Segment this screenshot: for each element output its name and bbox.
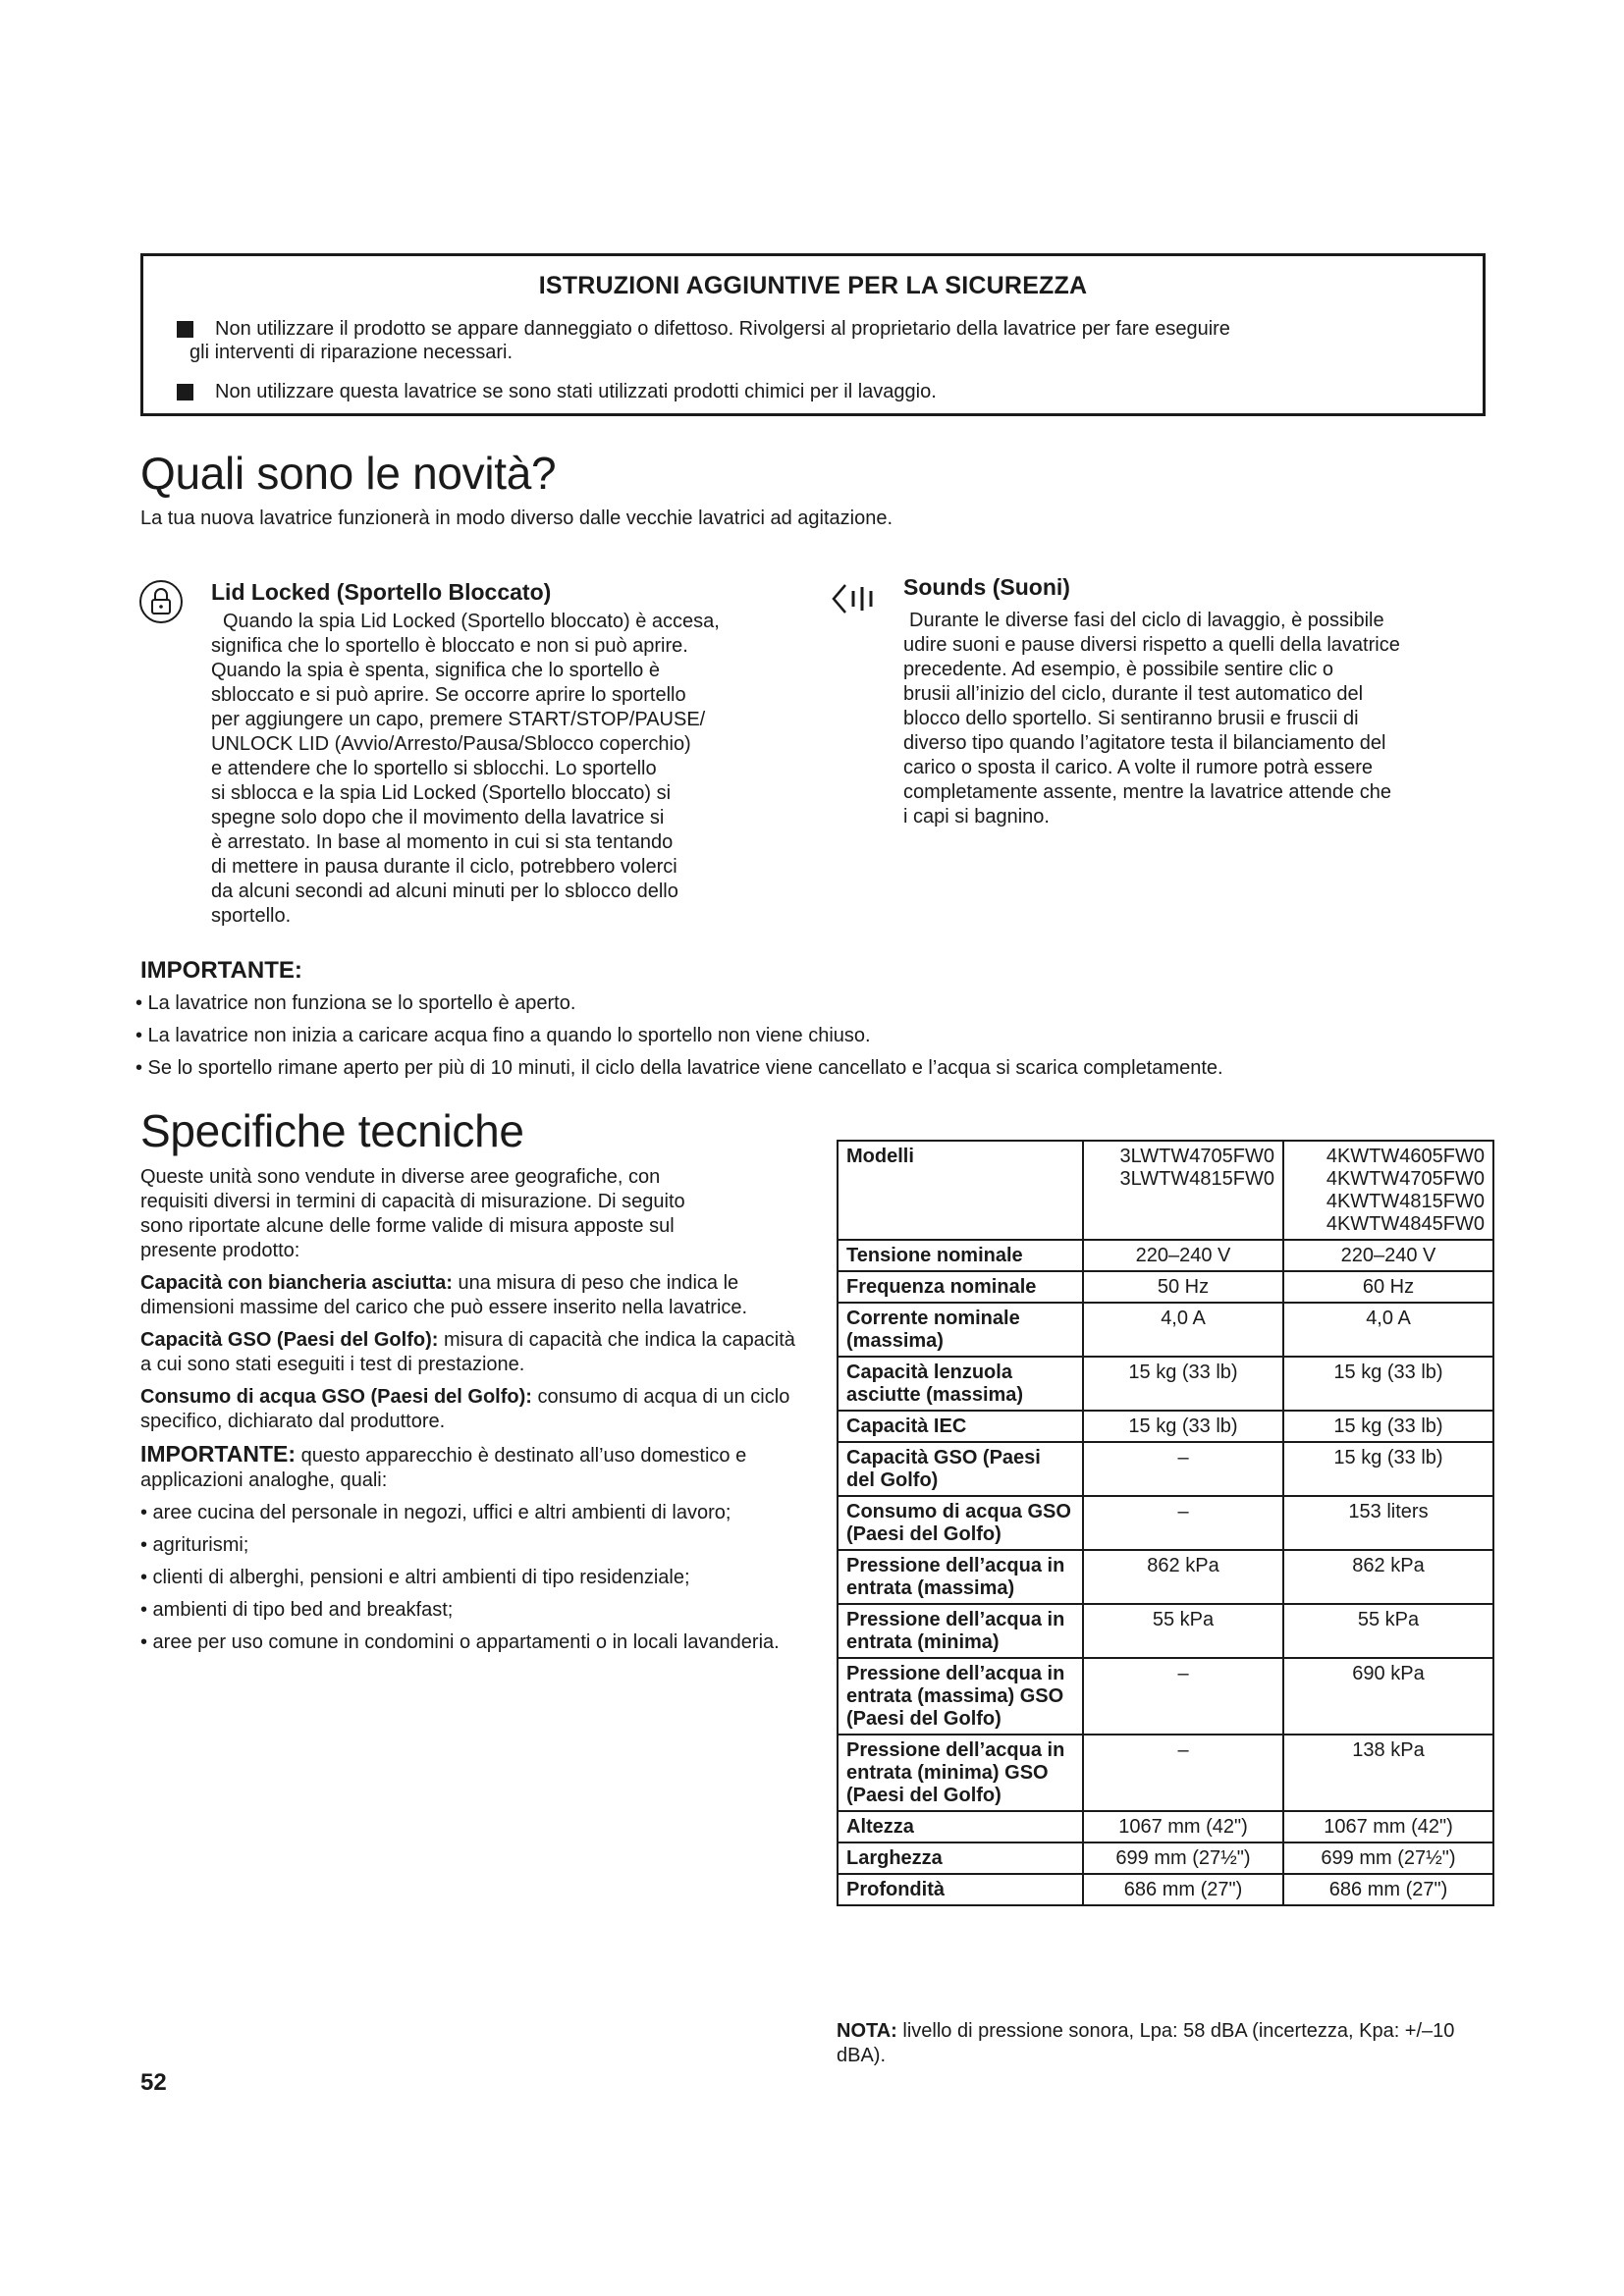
important-list (135, 991, 1490, 1089)
lid-line: per aggiungere un capo, premere START/STOP/PAUSE/ (211, 709, 706, 730)
table-row (838, 1141, 1493, 1240)
note (837, 2019, 1492, 2068)
specs-important (140, 1442, 800, 1493)
spec-label: Corrente nominale (massima) (846, 1308, 1020, 1352)
models-a-cell (1083, 1141, 1283, 1240)
spec-value-a: 55 kPa (1083, 1604, 1283, 1658)
lid-line: sbloccato e si può aprire. Se occorre aprire lo sportello (211, 684, 686, 706)
sound-icon (830, 579, 885, 618)
lid-line: Quando la spia è spenta, significa che lo sportello è (211, 660, 660, 681)
spec-label: Larghezza (846, 1847, 943, 1869)
spec-value-a: – (1083, 1735, 1283, 1811)
spec-label: Consumo di acqua GSO (Paesi del Golfo) (846, 1501, 1071, 1545)
spec-value-a: 862 kPa (1083, 1550, 1283, 1604)
sounds-line: blocco dello sportello. Si sentiranno brusii e fruscii di (903, 708, 1359, 729)
table-row (838, 1811, 1493, 1842)
spec-label-cell (838, 1442, 1083, 1496)
safety-bullet-1-line-2: gli interventi di riparazione necessari. (189, 342, 514, 363)
table-row (838, 1357, 1493, 1411)
spec-value-a: 1067 mm (42") (1083, 1811, 1283, 1842)
spec-label: Frequenza nominale (846, 1276, 1037, 1298)
sounds-line: i capi si bagnino. (903, 806, 1050, 828)
table-row (838, 1271, 1493, 1303)
spec-value-b: 60 Hz (1283, 1271, 1493, 1303)
model-b: 4KWTW4605FW0 (1326, 1146, 1485, 1167)
specs-important-text: questo apparecchio è destinato all’uso domestico e applicazioni analoghe, quali: (140, 1445, 747, 1491)
dry-capacity-def (140, 1271, 800, 1320)
specs-important-label: IMPORTANTE: (140, 1441, 297, 1467)
safety-bullet-1-line-1: Non utilizzare il prodotto se appare danneggiato o difettoso. Rivolgersi al proprietario della lavatrice per fare eseguire (215, 318, 1230, 340)
spec-value-b: 220–240 V (1283, 1240, 1493, 1271)
spec-label-cell (838, 1496, 1083, 1550)
safety-bullet-1 (177, 317, 1453, 364)
lid-line: è arrestato. In base al momento in cui si sta tentando (211, 831, 674, 853)
spec-label: Pressione dell’acqua in entrata (massima) (846, 1555, 1065, 1599)
lid-line: si sblocca e la spia Lid Locked (Sportello bloccato) si (211, 782, 672, 804)
spec-value-a: 50 Hz (1083, 1271, 1283, 1303)
table-row (838, 1496, 1493, 1550)
water-consumption-label: Consumo di acqua GSO (Paesi del Golfo): (140, 1386, 532, 1408)
spec-label: Altezza (846, 1816, 914, 1838)
lock-icon (138, 579, 184, 624)
lid-line: spegne solo dopo che il movimento della lavatrice si (211, 807, 665, 828)
model-b: 4KWTW4815FW0 (1326, 1191, 1485, 1212)
safety-bullet-2-text: Non utilizzare questa lavatrice se sono stati utilizzati prodotti chimici per il lavaggio. (215, 381, 937, 402)
spec-value-a: 15 kg (33 lb) (1083, 1411, 1283, 1442)
specs-left-column (140, 1165, 800, 1663)
spec-value-b: 138 kPa (1283, 1735, 1493, 1811)
model-a: 3LWTW4815FW0 (1119, 1168, 1274, 1190)
gso-capacity-def (140, 1328, 800, 1377)
lid-line: significa che lo sportello è bloccato e non si può aprire. (211, 635, 688, 657)
sounds-line: completamente assente, mentre la lavatrice attende che (903, 781, 1391, 803)
spec-value-b: 862 kPa (1283, 1550, 1493, 1604)
spec-label-cell (838, 1811, 1083, 1842)
spec-label: Profondità (846, 1879, 945, 1900)
table-row (838, 1735, 1493, 1811)
uses-item: • ambienti di tipo bed and breakfast; (140, 1599, 454, 1621)
specs-intro (140, 1165, 800, 1263)
spec-value-b: 15 kg (33 lb) (1283, 1442, 1493, 1496)
spec-label-cell (838, 1240, 1083, 1271)
table-row (838, 1604, 1493, 1658)
models-label: Modelli (846, 1146, 914, 1167)
spec-value-a: – (1083, 1496, 1283, 1550)
lid-line: e attendere che lo sportello si sblocchi. Lo sportello (211, 758, 657, 779)
sounds-title: Sounds (Suoni) (903, 574, 1070, 600)
water-consumption-text: consumo di acqua di un ciclo specifico, dichiarato dal produttore. (140, 1386, 790, 1432)
specs-intro-line: requisiti diversi in termini di capacità di misurazione. Di seguito (140, 1191, 685, 1212)
whats-new-intro: La tua nuova lavatrice funzionerà in modo diverso dalle vecchie lavatrici ad agitazione. (140, 507, 893, 529)
spec-value-a: 686 mm (27") (1083, 1874, 1283, 1905)
spec-value-b: 686 mm (27") (1283, 1874, 1493, 1905)
spec-value-a: 15 kg (33 lb) (1083, 1357, 1283, 1411)
spec-label-cell (838, 1874, 1083, 1905)
lid-line: sportello. (211, 905, 292, 927)
safety-bullet-2 (177, 380, 1453, 403)
spec-label: Tensione nominale (846, 1245, 1023, 1266)
spec-label-cell (838, 1303, 1083, 1357)
table-row (838, 1658, 1493, 1735)
table-row (838, 1874, 1493, 1905)
note-text: livello di pressione sonora, Lpa: 58 dBA (incertezza, Kpa: +/–10 dBA). (837, 2020, 1455, 2066)
spec-label-cell (838, 1357, 1083, 1411)
spec-label: Capacità IEC (846, 1415, 967, 1437)
lid-line: di mettere in pausa durante il ciclo, potrebbero volerci (211, 856, 677, 878)
models-b-cell (1283, 1141, 1493, 1240)
spec-table (837, 1140, 1494, 1906)
lid-line: UNLOCK LID (Avvio/Arresto/Pausa/Sblocco coperchio) (211, 733, 691, 755)
spec-value-a: 4,0 A (1083, 1303, 1283, 1357)
spec-label-cell (838, 1735, 1083, 1811)
specs-intro-line: presente prodotto: (140, 1240, 300, 1261)
spec-value-b: 15 kg (33 lb) (1283, 1357, 1493, 1411)
spec-label: Capacità lenzuola asciutte (massima) (846, 1362, 1024, 1406)
uses-item: • agriturismi; (140, 1534, 249, 1556)
important-item: • La lavatrice non inizia a caricare acqua fino a quando lo sportello non viene chiuso. (135, 1025, 871, 1046)
spec-label: Pressione dell’acqua in entrata (minima) GSO (Paesi del Golfo) (846, 1739, 1065, 1806)
spec-label-cell (838, 1658, 1083, 1735)
table-row (838, 1442, 1493, 1496)
spec-value-b: 699 mm (27½") (1283, 1842, 1493, 1874)
square-bullet-icon (177, 321, 193, 338)
spec-value-b: 153 liters (1283, 1496, 1493, 1550)
sounds-line: precedente. Ad esempio, è possibile sentire clic o (903, 659, 1334, 680)
lid-line: Quando la spia Lid Locked (Sportello bloccato) è accesa, (223, 611, 720, 632)
model-b: 4KWTW4705FW0 (1326, 1168, 1485, 1190)
sounds-line: brusii all’inizio del ciclo, durante il test automatico del (903, 683, 1364, 705)
whats-new-title: Quali sono le novità? (140, 448, 557, 499)
sounds-line: udire suoni e pause diversi rispetto a quelli della lavatrice (903, 634, 1400, 656)
spec-label: Pressione dell’acqua in entrata (minima) (846, 1609, 1065, 1653)
spec-value-b: 690 kPa (1283, 1658, 1493, 1735)
spec-value-b: 1067 mm (42") (1283, 1811, 1493, 1842)
uses-item: • aree per uso comune in condomini o appartamenti o in locali lavanderia. (140, 1631, 780, 1653)
spec-label: Pressione dell’acqua in entrata (massima) GSO (Paesi del Golfo) (846, 1663, 1065, 1730)
model-a: 3LWTW4705FW0 (1119, 1146, 1274, 1167)
water-consumption-def (140, 1385, 800, 1434)
lid-locked-body (211, 610, 820, 929)
spec-label-cell (838, 1842, 1083, 1874)
sounds-body (903, 609, 1492, 829)
spec-value-a: – (1083, 1658, 1283, 1735)
note-label: NOTA: (837, 2020, 897, 2042)
spec-value-a: 699 mm (27½") (1083, 1842, 1283, 1874)
important-item: • La lavatrice non funziona se lo sportello è aperto. (135, 992, 576, 1014)
square-bullet-icon (177, 384, 193, 400)
spec-label-cell (838, 1271, 1083, 1303)
specs-intro-line: Queste unità sono vendute in diverse aree geografiche, con (140, 1166, 661, 1188)
spec-label: Capacità GSO (Paesi del Golfo) (846, 1447, 1041, 1491)
important-item: • Se lo sportello rimane aperto per più di 10 minuti, il ciclo della lavatrice viene cancellato e l’acqua si scarica completamente. (135, 1057, 1223, 1079)
dry-capacity-text: una misura di peso che indica le dimensioni massime del carico che può essere inserito nella lavatrice. (140, 1272, 748, 1318)
lid-locked-title: Lid Locked (Sportello Bloccato) (211, 579, 552, 605)
table-row (838, 1303, 1493, 1357)
sounds-line: diverso tipo quando l’agitatore testa il bilanciamento del (903, 732, 1386, 754)
safety-title: ISTRUZIONI AGGIUNTIVE PER LA SICUREZZA (538, 272, 1088, 299)
table-row (838, 1240, 1493, 1271)
model-b: 4KWTW4845FW0 (1326, 1213, 1485, 1235)
spec-value-a: 220–240 V (1083, 1240, 1283, 1271)
gso-capacity-text: misura di capacità che indica la capacità a cui sono stati eseguiti i test di prestazione. (140, 1329, 795, 1375)
spec-value-b: 4,0 A (1283, 1303, 1493, 1357)
spec-value-a: – (1083, 1442, 1283, 1496)
important-title: IMPORTANTE: (140, 957, 302, 984)
sounds-line: carico o sposta il carico. A volte il rumore potrà essere (903, 757, 1373, 778)
sounds-line: Durante le diverse fasi del ciclo di lavaggio, è possibile (909, 610, 1384, 631)
models-label-cell (838, 1141, 1083, 1240)
uses-item: • clienti di alberghi, pensioni e altri ambienti di tipo residenziale; (140, 1567, 690, 1588)
specs-intro-line: sono riportate alcune delle forme valide di misura apposte sul (140, 1215, 675, 1237)
uses-item: • aree cucina del personale in negozi, uffici e altri ambienti di lavoro; (140, 1502, 731, 1523)
dry-capacity-label: Capacità con biancheria asciutta: (140, 1272, 453, 1294)
lid-line: da alcuni secondi ad alcuni minuti per lo sblocco dello (211, 881, 678, 902)
table-row (838, 1842, 1493, 1874)
spec-value-b: 55 kPa (1283, 1604, 1493, 1658)
specs-title: Specifiche tecniche (140, 1105, 524, 1156)
table-row (838, 1411, 1493, 1442)
safety-box (140, 253, 1486, 416)
gso-capacity-label: Capacità GSO (Paesi del Golfo): (140, 1329, 439, 1351)
spec-label-cell (838, 1550, 1083, 1604)
spec-label-cell (838, 1604, 1083, 1658)
spec-label-cell (838, 1411, 1083, 1442)
table-row (838, 1550, 1493, 1604)
spec-value-b: 15 kg (33 lb) (1283, 1411, 1493, 1442)
page-number: 52 (140, 2069, 167, 2096)
uses-list (140, 1501, 800, 1655)
